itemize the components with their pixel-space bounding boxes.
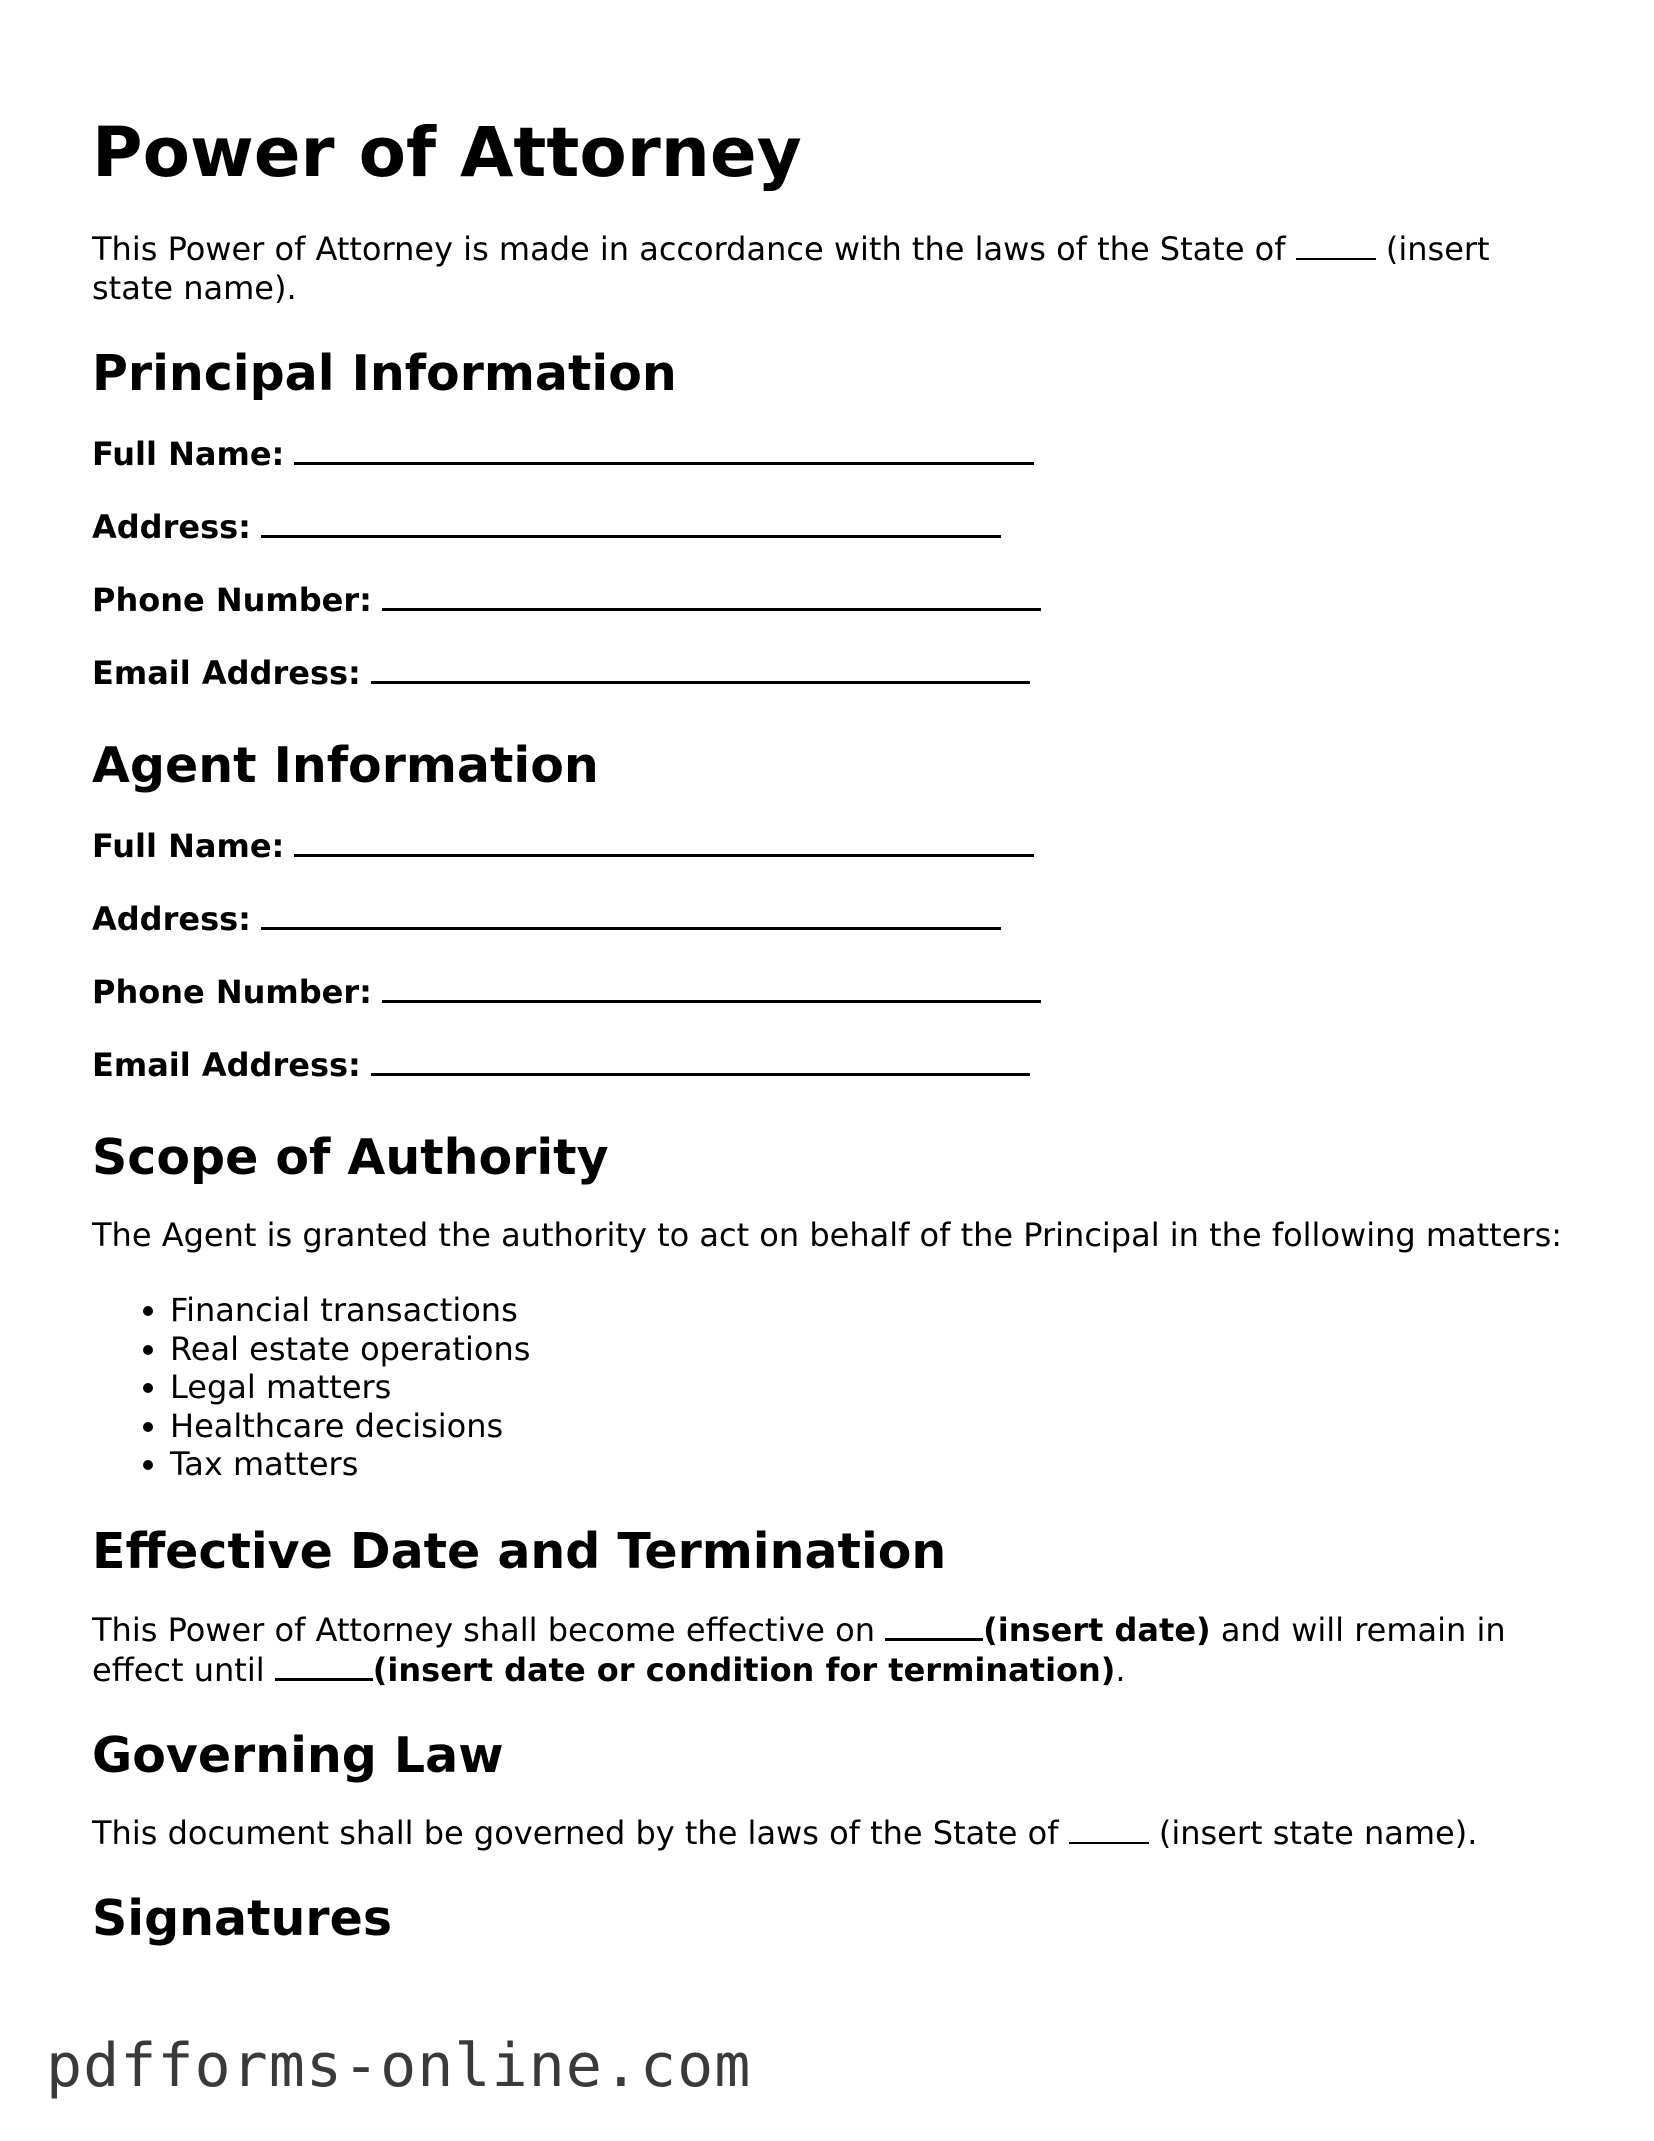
agent-phone-line[interactable] [382, 970, 1041, 1003]
list-item: • Tax matters [170, 1445, 1572, 1484]
list-item: • Real estate operations [170, 1330, 1572, 1369]
field-label: Phone Number: [92, 973, 372, 1011]
document-page [92, 112, 1572, 1977]
watermark: pdfforms-online.com [46, 2031, 752, 2101]
governing-state-blank[interactable] [1069, 1814, 1149, 1844]
field-label: Full Name: [92, 435, 285, 473]
principal-email-line[interactable] [371, 651, 1030, 684]
scope-list [92, 1291, 1572, 1484]
governing-paragraph [92, 1814, 1572, 1853]
scope-paragraph: The Agent is granted the authority to act on behalf of the Principal in the following matters: [92, 1216, 1563, 1254]
governing-heading: Governing Law [92, 1726, 504, 1784]
principal-full-name-line[interactable] [294, 432, 1034, 465]
agent-address-field [92, 897, 1572, 939]
field-label: Phone Number: [92, 581, 372, 619]
insert-termination-label: (insert date or condition for termination) [372, 1650, 1116, 1689]
intro-text-after: (insert state name). [92, 230, 1490, 307]
field-label: Email Address: [92, 654, 361, 692]
principal-email-field [92, 651, 1572, 693]
effective-text-3: . [1115, 1650, 1126, 1689]
principal-address-field [92, 505, 1572, 547]
field-label: Address: [92, 900, 251, 938]
signatures-heading: Signatures [92, 1889, 392, 1947]
insert-date-label: (insert date) [983, 1610, 1211, 1649]
agent-email-line[interactable] [371, 1043, 1030, 1076]
list-item: • Legal matters [170, 1368, 1572, 1407]
agent-address-line[interactable] [261, 897, 1001, 930]
termination-blank[interactable] [275, 1650, 373, 1681]
scope-heading: Scope of Authority [92, 1129, 609, 1186]
list-item: • Healthcare decisions [170, 1407, 1572, 1446]
agent-full-name-field [92, 824, 1572, 866]
agent-heading: Agent Information [92, 737, 599, 794]
governing-text-after: (insert state name). [1148, 1813, 1478, 1852]
agent-phone-field [92, 970, 1572, 1012]
governing-text-before: This document shall be governed by the laws of the State of [92, 1813, 1069, 1852]
principal-heading: Principal Information [92, 345, 677, 402]
intro-paragraph [92, 230, 1572, 308]
field-label: Address: [92, 508, 251, 546]
agent-full-name-line[interactable] [294, 824, 1034, 857]
field-label: Full Name: [92, 827, 285, 865]
effective-heading: Effective Date and Termination [92, 1522, 947, 1580]
principal-address-line[interactable] [261, 505, 1001, 538]
effective-text-2: and will remain in effect until [92, 1610, 1506, 1689]
principal-full-name-field [92, 432, 1572, 474]
list-item: • Financial transactions [170, 1291, 1572, 1330]
intro-text-before: This Power of Attorney is made in accordance with the laws of the State of [92, 230, 1296, 268]
state-blank[interactable] [1296, 230, 1376, 260]
field-label: Email Address: [92, 1046, 361, 1084]
document-title: Power of Attorney [92, 113, 802, 193]
effective-date-blank[interactable] [885, 1610, 983, 1641]
effective-paragraph [92, 1610, 1572, 1690]
agent-email-field [92, 1043, 1572, 1085]
principal-phone-line[interactable] [382, 578, 1041, 611]
principal-phone-field [92, 578, 1572, 620]
effective-text-1: This Power of Attorney shall become effective on [92, 1610, 886, 1649]
